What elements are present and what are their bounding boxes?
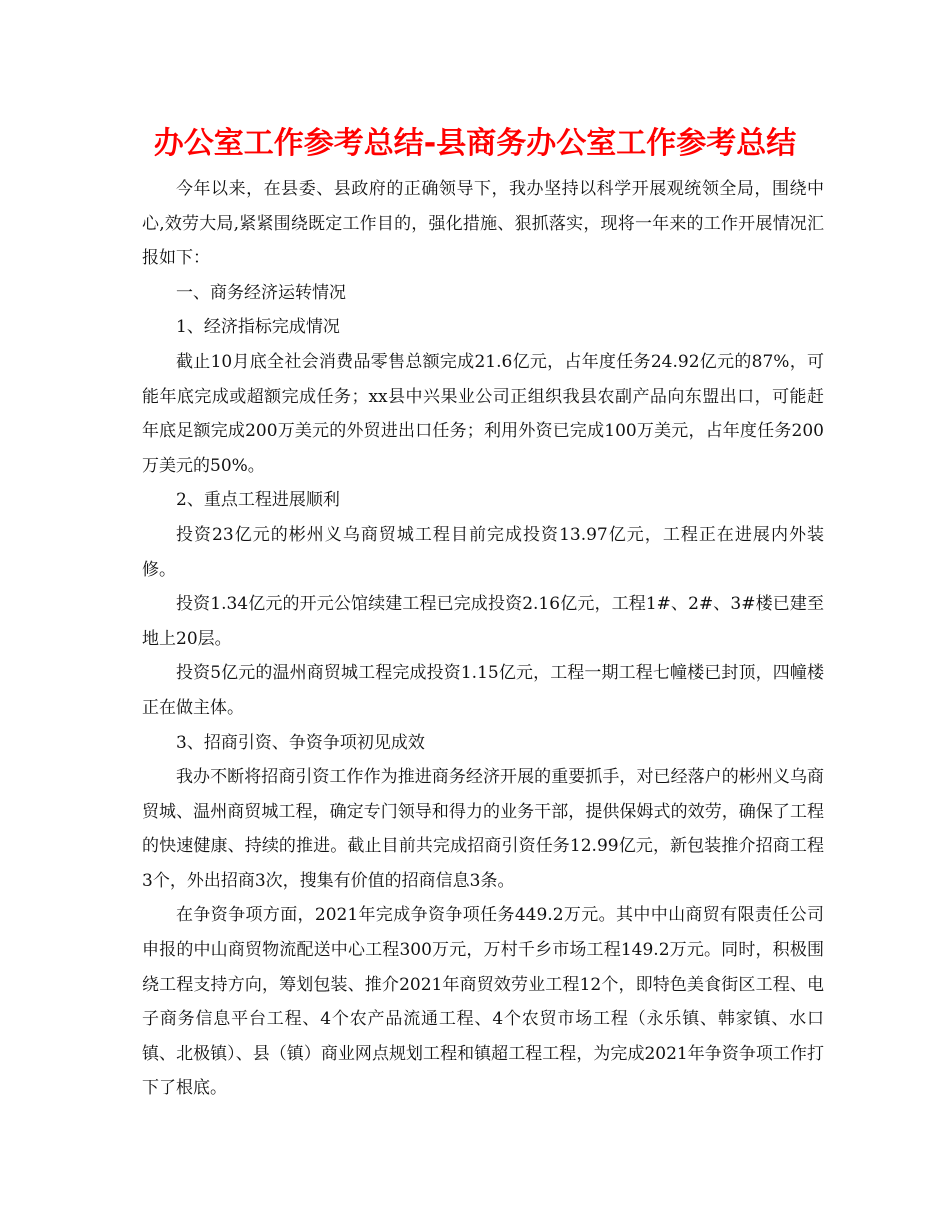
paragraph-investment-attraction: 我办不断将招商引资工作作为推进商务经济开展的重要抓手，对已经落户的彬州义乌商贸城、温州商贸城工程，确定专门领导和得力的业务干部，提供保姆式的效劳，确保了工程的快速健康、持续的推进。截止目前共完成招商引资任务12.99亿元，新包装推介招商工程3个，外出招商3次，搜集有价值的招商信息3条。 (142, 767, 824, 891)
paragraph-funding-projects: 在争资争项方面，2021年完成争资争项任务449.2万元。其中中山商贸有限责任公司申报的中山商贸物流配送中心工程300万元，万村千乡市场工程149.2万元。同时，积极围绕工程支持方向，筹划包装、推介2021年商贸效劳业工程12个，即特色美食街区工程、电子商务信息平台工程、4个农产品流通工程、4个农贸市场工程（永乐镇、韩家镇、水口镇、北极镇）、县（镇）商业网点规划工程和镇超工程工程，为完成2021年争资争项工作打下了根底。 (142, 905, 824, 1099)
subsection-heading-2: 2、重点工程进展顺利 (176, 490, 340, 511)
paragraph-wenzhou-project: 投资5亿元的温州商贸城工程完成投资1.15亿元，工程一期工程七幢楼已封顶，四幢楼正在做主体。 (142, 663, 824, 718)
document-title: 办公室工作参考总结-县商务办公室工作参考总结 (153, 126, 797, 161)
section-heading-1: 一、商务经济运转情况 (176, 282, 346, 303)
paragraph-economic-indicators: 截止10月底全社会消费品零售总额完成21.6亿元，占年度任务24.92亿元的87%，可能年底完成或超额完成任务；xx县中兴果业公司正组织我县农副产品向东盟出口，可能赶年底足额完成200万美元的外贸进出口任务；利用外资已完成100万美元，占年度任务200万美元的50%。 (142, 351, 824, 476)
paragraph-intro: 今年以来，在县委、县政府的正确领导下，我办坚持以科学开展观统领全局，围绕中心,效劳大局,紧紧围绕既定工作目的，强化措施、狠抓落实，现将一年来的工作开展情况汇报如下： (142, 179, 824, 269)
document-body (142, 172, 824, 1106)
subsection-heading-3: 3、招商引资、争资争项初见成效 (176, 732, 425, 753)
subsection-heading-1: 1、经济指标完成情况 (176, 317, 340, 338)
paragraph-yiwu-project: 投资23亿元的彬州义乌商贸城工程目前完成投资13.97亿元，工程正在进展内外装修。 (142, 524, 824, 580)
paragraph-kaiyuan-project: 投资1.34亿元的开元公馆续建工程已完成投资2.16亿元，工程1#、2#、3#楼已建至地上20层。 (142, 594, 824, 649)
